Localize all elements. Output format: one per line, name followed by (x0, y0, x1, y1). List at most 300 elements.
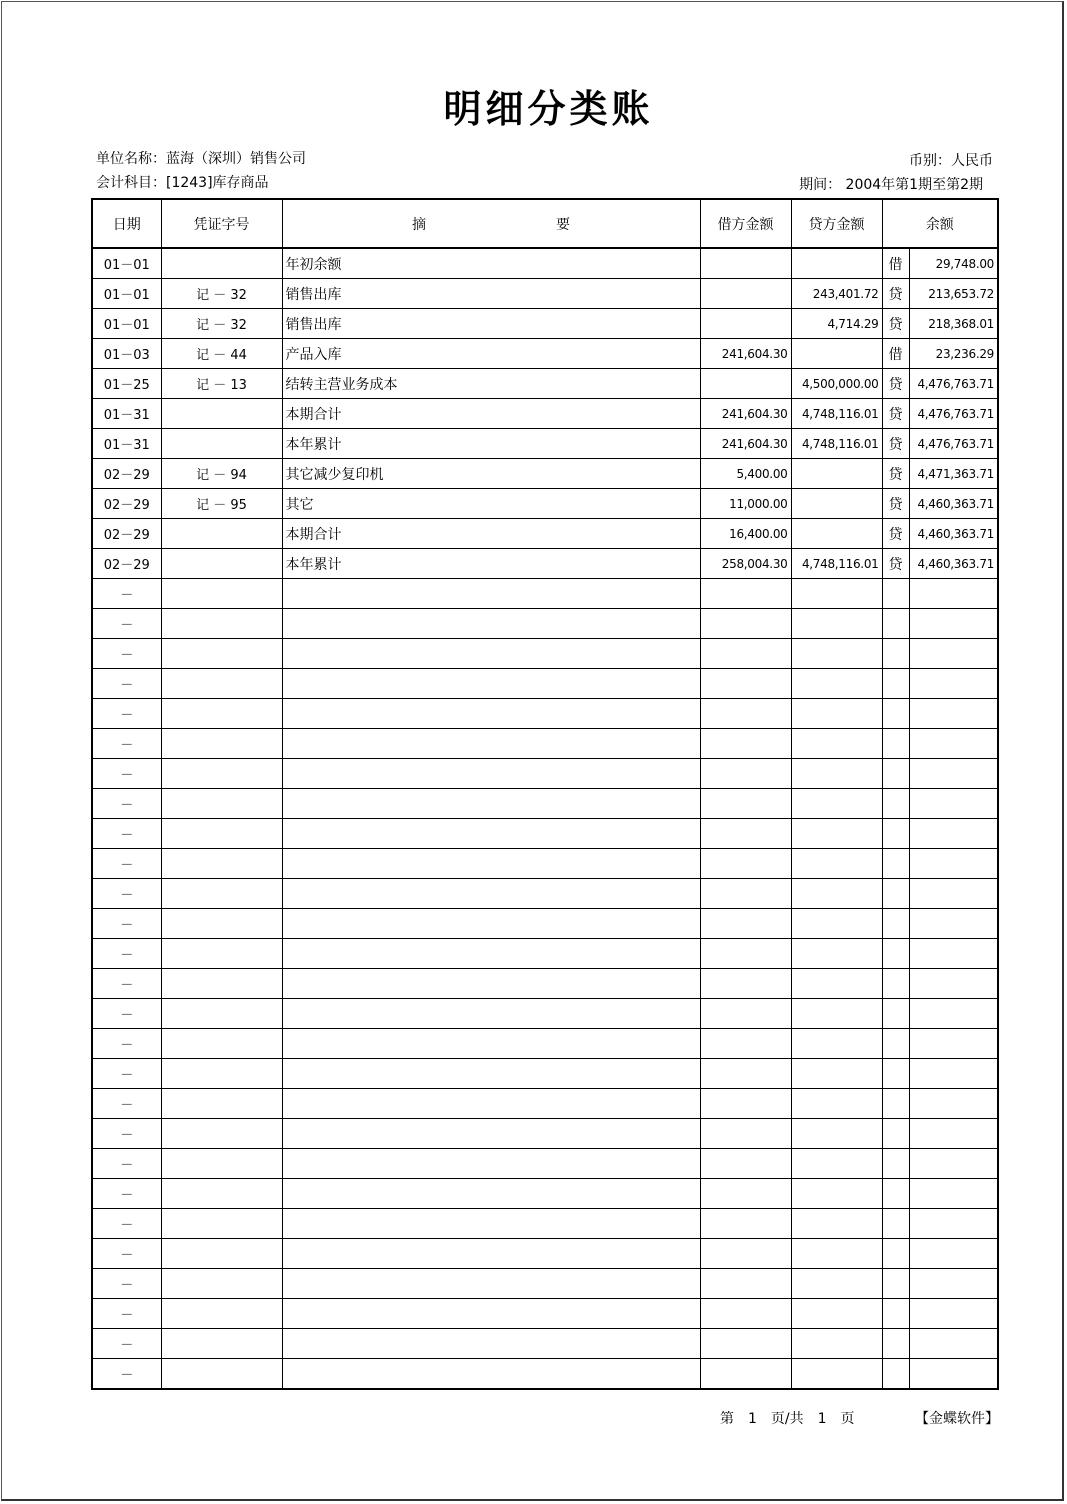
cell-date: 02－29 (92, 489, 161, 519)
table-row (92, 399, 998, 429)
cell-voucher (161, 1119, 282, 1149)
cell-voucher (161, 939, 282, 969)
cell-balance (909, 579, 998, 609)
cell-voucher (161, 248, 282, 279)
cell-debit (700, 639, 791, 669)
cell-debit: 241,604.30 (700, 339, 791, 369)
cell-credit (791, 1269, 882, 1299)
cell-direction (882, 1269, 909, 1299)
table-row (92, 309, 998, 339)
cell-credit (791, 939, 882, 969)
cell-voucher (161, 1029, 282, 1059)
cell-direction: 贷 (882, 369, 909, 399)
cell-voucher (161, 669, 282, 699)
header-row (92, 199, 998, 248)
cell-debit: 5,400.00 (700, 459, 791, 489)
cell-voucher: 记 － 32 (161, 309, 282, 339)
cell-voucher (161, 969, 282, 999)
cell-credit (791, 879, 882, 909)
cell-balance (909, 1119, 998, 1149)
cell-credit (791, 639, 882, 669)
cell-debit (700, 609, 791, 639)
cell-credit (791, 339, 882, 369)
cell-voucher (161, 1269, 282, 1299)
cell-date: 02－29 (92, 519, 161, 549)
cell-credit (791, 1029, 882, 1059)
cell-voucher (161, 429, 282, 459)
cell-date: － (92, 909, 161, 939)
cell-direction (882, 1149, 909, 1179)
empty-row (92, 789, 998, 819)
cell-balance (909, 759, 998, 789)
empty-row (92, 1149, 998, 1179)
cell-summary (282, 579, 700, 609)
cell-voucher (161, 1149, 282, 1179)
cell-debit (700, 1179, 791, 1209)
report-title: 明细分类账 (443, 86, 654, 131)
cell-credit (791, 1359, 882, 1390)
cell-date: － (92, 1029, 161, 1059)
cell-credit (791, 1209, 882, 1239)
cell-voucher: 记 － 95 (161, 489, 282, 519)
empty-row (92, 669, 998, 699)
cell-summary (282, 999, 700, 1029)
empty-row (92, 609, 998, 639)
header-debit: 借方金额 (700, 199, 791, 248)
cell-date: － (92, 1359, 161, 1390)
cell-summary (282, 849, 700, 879)
cell-balance (909, 1059, 998, 1089)
cell-debit (700, 369, 791, 399)
cell-date: － (92, 1179, 161, 1209)
cell-voucher (161, 729, 282, 759)
cell-summary (282, 1299, 700, 1329)
cell-summary (282, 1059, 700, 1089)
empty-row (92, 969, 998, 999)
empty-row (92, 1239, 998, 1269)
cell-date: － (92, 1299, 161, 1329)
empty-row (92, 879, 998, 909)
cell-direction: 贷 (882, 459, 909, 489)
cell-balance (909, 1149, 998, 1179)
cell-voucher (161, 639, 282, 669)
cell-debit (700, 1089, 791, 1119)
cell-summary (282, 639, 700, 669)
cell-voucher (161, 1209, 282, 1239)
cell-balance: 4,460,363.71 (909, 489, 998, 519)
cell-voucher (161, 1299, 282, 1329)
cell-summary (282, 729, 700, 759)
cell-date: 01－31 (92, 429, 161, 459)
cell-balance: 213,653.72 (909, 279, 998, 309)
cell-direction (882, 1329, 909, 1359)
empty-row (92, 1089, 998, 1119)
cell-direction (882, 669, 909, 699)
empty-row (92, 579, 998, 609)
cell-direction: 贷 (882, 399, 909, 429)
cell-date: － (92, 819, 161, 849)
cell-debit (700, 1029, 791, 1059)
cell-credit (791, 789, 882, 819)
cell-date: － (92, 939, 161, 969)
cell-summary (282, 1269, 700, 1299)
ledger-body (92, 248, 998, 1389)
cell-direction (882, 759, 909, 789)
cell-debit (700, 849, 791, 879)
cell-debit (700, 669, 791, 699)
cell-credit: 4,714.29 (791, 309, 882, 339)
cell-direction (882, 1059, 909, 1089)
cell-date: － (92, 1209, 161, 1239)
cell-balance (909, 789, 998, 819)
cell-debit (700, 279, 791, 309)
cell-balance: 4,476,763.71 (909, 399, 998, 429)
cell-summary (282, 879, 700, 909)
empty-row (92, 1029, 998, 1059)
cell-direction (882, 789, 909, 819)
cell-credit (791, 669, 882, 699)
cell-debit (700, 1149, 791, 1179)
cell-date: － (92, 1059, 161, 1089)
cell-credit (791, 909, 882, 939)
empty-row (92, 1269, 998, 1299)
cell-credit (791, 1239, 882, 1269)
cell-debit (700, 1359, 791, 1390)
cell-balance (909, 609, 998, 639)
header-date: 日期 (92, 199, 161, 248)
cell-debit (700, 789, 791, 819)
cell-date: 01－25 (92, 369, 161, 399)
cell-summary: 销售出库 (282, 309, 700, 339)
cell-debit (700, 879, 791, 909)
cell-debit: 258,004.30 (700, 549, 791, 579)
cell-summary (282, 1179, 700, 1209)
empty-row (92, 699, 998, 729)
cell-debit (700, 999, 791, 1029)
cell-summary (282, 789, 700, 819)
cell-voucher (161, 879, 282, 909)
cell-date: － (92, 729, 161, 759)
cell-voucher (161, 1329, 282, 1359)
page-number: 第 1 页/共 1 页 (720, 1411, 855, 1427)
table-row (92, 459, 998, 489)
cell-date: － (92, 1149, 161, 1179)
cell-credit: 4,500,000.00 (791, 369, 882, 399)
cell-balance: 4,476,763.71 (909, 429, 998, 459)
cell-balance: 4,460,363.71 (909, 549, 998, 579)
cell-direction (882, 1359, 909, 1390)
cell-credit: 243,401.72 (791, 279, 882, 309)
cell-summary: 本期合计 (282, 399, 700, 429)
empty-row (92, 759, 998, 789)
cell-debit (700, 248, 791, 279)
cell-credit (791, 819, 882, 849)
cell-credit (791, 1119, 882, 1149)
empty-row (92, 1359, 998, 1390)
cell-direction (882, 729, 909, 759)
cell-date: 01－03 (92, 339, 161, 369)
cell-credit (791, 1179, 882, 1209)
cell-debit (700, 819, 791, 849)
cell-debit (700, 699, 791, 729)
cell-summary (282, 939, 700, 969)
cell-date: 01－01 (92, 248, 161, 279)
table-row (92, 429, 998, 459)
cell-debit: 241,604.30 (700, 399, 791, 429)
cell-balance (909, 1239, 998, 1269)
cell-date: － (92, 849, 161, 879)
cell-summary (282, 609, 700, 639)
cell-direction (882, 819, 909, 849)
empty-row (92, 909, 998, 939)
cell-direction: 借 (882, 339, 909, 369)
cell-direction (882, 579, 909, 609)
cell-date: 01－01 (92, 279, 161, 309)
cell-date: 01－01 (92, 309, 161, 339)
cell-voucher: 记 － 94 (161, 459, 282, 489)
cell-credit (791, 519, 882, 549)
cell-balance (909, 1269, 998, 1299)
cell-voucher (161, 579, 282, 609)
cell-direction (882, 1299, 909, 1329)
cell-balance (909, 669, 998, 699)
cell-debit (700, 1209, 791, 1239)
cell-debit: 11,000.00 (700, 489, 791, 519)
cell-direction (882, 639, 909, 669)
cell-voucher (161, 849, 282, 879)
cell-voucher: 记 － 32 (161, 279, 282, 309)
cell-date: － (92, 699, 161, 729)
cell-direction: 贷 (882, 279, 909, 309)
cell-voucher (161, 789, 282, 819)
cell-balance (909, 1329, 998, 1359)
cell-summary: 年初余额 (282, 248, 700, 279)
cell-date: － (92, 759, 161, 789)
empty-row (92, 1329, 998, 1359)
cell-summary (282, 909, 700, 939)
cell-balance (909, 639, 998, 669)
cell-summary (282, 1089, 700, 1119)
cell-voucher (161, 549, 282, 579)
cell-direction: 借 (882, 248, 909, 279)
cell-summary (282, 669, 700, 699)
cell-balance: 4,471,363.71 (909, 459, 998, 489)
cell-date: － (92, 999, 161, 1029)
cell-summary (282, 1029, 700, 1059)
cell-debit (700, 309, 791, 339)
account-subject: 会计科目：[1243]库存商品 (96, 175, 269, 191)
cell-summary: 结转主营业务成本 (282, 369, 700, 399)
period: 期间： 2004年第1期至第2期 (799, 177, 983, 193)
empty-row (92, 729, 998, 759)
cell-direction (882, 609, 909, 639)
cell-direction (882, 999, 909, 1029)
empty-row (92, 999, 998, 1029)
cell-summary (282, 1149, 700, 1179)
cell-direction (882, 969, 909, 999)
cell-voucher (161, 519, 282, 549)
empty-row (92, 819, 998, 849)
cell-balance (909, 909, 998, 939)
cell-date: － (92, 1239, 161, 1269)
cell-date: － (92, 969, 161, 999)
cell-summary (282, 699, 700, 729)
cell-credit: 4,748,116.01 (791, 429, 882, 459)
cell-direction (882, 1089, 909, 1119)
cell-debit (700, 1119, 791, 1149)
cell-summary: 本年累计 (282, 429, 700, 459)
cell-balance (909, 699, 998, 729)
cell-balance (909, 999, 998, 1029)
cell-direction: 贷 (882, 549, 909, 579)
cell-direction (882, 1029, 909, 1059)
cell-credit: 4,748,116.01 (791, 399, 882, 429)
cell-summary (282, 1329, 700, 1359)
cell-balance (909, 1299, 998, 1329)
header-balance: 余额 (882, 199, 998, 248)
cell-balance: 4,476,763.71 (909, 369, 998, 399)
cell-date: － (92, 609, 161, 639)
cell-credit: 4,748,116.01 (791, 549, 882, 579)
cell-debit (700, 969, 791, 999)
cell-summary (282, 1359, 700, 1390)
cell-direction: 贷 (882, 429, 909, 459)
cell-date: 02－29 (92, 459, 161, 489)
cell-summary (282, 1119, 700, 1149)
cell-credit (791, 1329, 882, 1359)
cell-direction (882, 1119, 909, 1149)
header-summary-char-2: 要 (556, 216, 570, 233)
cell-balance (909, 969, 998, 999)
table-row (92, 519, 998, 549)
cell-direction (882, 909, 909, 939)
currency: 币别：人民币 (909, 153, 993, 169)
cell-voucher (161, 1239, 282, 1269)
cell-voucher (161, 1089, 282, 1119)
cell-debit (700, 939, 791, 969)
cell-balance (909, 1029, 998, 1059)
header-summary (282, 199, 700, 248)
cell-voucher: 记 － 44 (161, 339, 282, 369)
cell-voucher (161, 759, 282, 789)
cell-credit (791, 699, 882, 729)
cell-direction (882, 879, 909, 909)
cell-voucher (161, 1179, 282, 1209)
cell-summary: 销售出库 (282, 279, 700, 309)
cell-credit (791, 849, 882, 879)
cell-balance (909, 879, 998, 909)
cell-voucher (161, 1059, 282, 1089)
cell-voucher (161, 699, 282, 729)
header-credit: 贷方金额 (791, 199, 882, 248)
software-brand: 【金蝶软件】 (915, 1411, 999, 1427)
cell-direction: 贷 (882, 309, 909, 339)
ledger-table (91, 198, 999, 1390)
cell-voucher: 记 － 13 (161, 369, 282, 399)
cell-credit (791, 248, 882, 279)
cell-balance (909, 849, 998, 879)
cell-summary (282, 759, 700, 789)
cell-credit (791, 1299, 882, 1329)
table-row (92, 339, 998, 369)
table-row (92, 369, 998, 399)
cell-balance (909, 1089, 998, 1119)
cell-credit (791, 1059, 882, 1089)
cell-date: － (92, 1089, 161, 1119)
cell-voucher (161, 1359, 282, 1390)
cell-summary: 本期合计 (282, 519, 700, 549)
cell-summary: 产品入库 (282, 339, 700, 369)
cell-summary: 其它减少复印机 (282, 459, 700, 489)
table-row (92, 248, 998, 279)
cell-date: － (92, 1269, 161, 1299)
cell-voucher (161, 399, 282, 429)
header-summary-char-1: 摘 (412, 216, 426, 233)
unit-name: 单位名称：蓝海（深圳）销售公司 (96, 151, 306, 167)
cell-date: － (92, 669, 161, 699)
cell-credit (791, 999, 882, 1029)
cell-credit (791, 459, 882, 489)
cell-voucher (161, 609, 282, 639)
table-row (92, 279, 998, 309)
cell-debit (700, 1059, 791, 1089)
cell-credit (791, 489, 882, 519)
cell-debit (700, 1239, 791, 1269)
cell-date: － (92, 639, 161, 669)
cell-date: － (92, 1329, 161, 1359)
cell-date: － (92, 579, 161, 609)
cell-voucher (161, 999, 282, 1029)
empty-row (92, 1059, 998, 1089)
cell-direction: 贷 (882, 519, 909, 549)
cell-debit (700, 1269, 791, 1299)
cell-voucher (161, 819, 282, 849)
cell-debit: 16,400.00 (700, 519, 791, 549)
cell-summary: 其它 (282, 489, 700, 519)
cell-direction (882, 699, 909, 729)
empty-row (92, 939, 998, 969)
cell-summary (282, 1209, 700, 1239)
cell-balance (909, 819, 998, 849)
cell-balance (909, 1179, 998, 1209)
cell-balance (909, 1209, 998, 1239)
cell-date: － (92, 879, 161, 909)
cell-summary: 本年累计 (282, 549, 700, 579)
cell-credit (791, 609, 882, 639)
cell-credit (791, 1149, 882, 1179)
cell-date: 01－31 (92, 399, 161, 429)
cell-voucher (161, 909, 282, 939)
empty-row (92, 639, 998, 669)
cell-debit (700, 729, 791, 759)
header-voucher: 凭证字号 (161, 199, 282, 248)
cell-direction (882, 1239, 909, 1269)
empty-row (92, 1119, 998, 1149)
cell-direction (882, 939, 909, 969)
cell-balance: 23,236.29 (909, 339, 998, 369)
table-row (92, 489, 998, 519)
cell-summary (282, 819, 700, 849)
cell-direction (882, 849, 909, 879)
cell-direction (882, 1179, 909, 1209)
cell-debit (700, 1329, 791, 1359)
cell-direction: 贷 (882, 489, 909, 519)
empty-row (92, 849, 998, 879)
cell-debit (700, 1299, 791, 1329)
cell-credit (791, 729, 882, 759)
cell-direction (882, 1209, 909, 1239)
cell-balance (909, 729, 998, 759)
